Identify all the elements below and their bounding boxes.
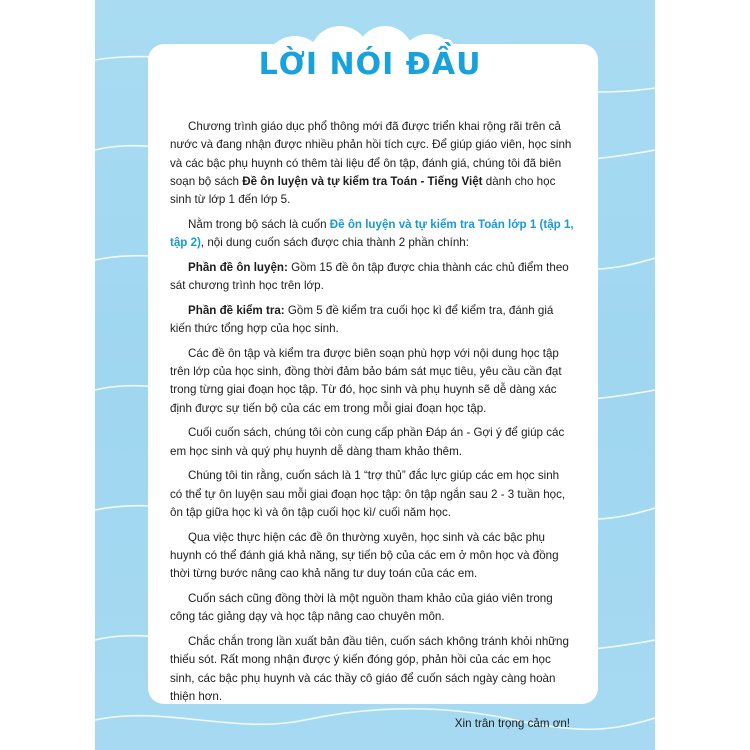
paragraph-3 <box>170 259 574 296</box>
p2-text: Nằm trong bộ sách là cuốn <box>188 217 330 231</box>
p2-text-end: , nội dung cuốn sách được chia thành 2 phần chính: <box>200 236 469 250</box>
section-test-label: Phần đề kiểm tra: <box>188 303 285 317</box>
paragraph-5: Các đề ôn tập và kiểm tra được biên soạn phù hợp với nội dung học tập trên lớp của học sinh, đồng thời đảm bảo bám sát mục tiêu, yêu cầu cần đạt trong từng giai đoạn học tập. Từ đó, học sinh và phụ huynh sẽ dễ dàng xác định được sự tiến bộ của các em trong mỗi giai đoạn học tập. <box>170 346 562 415</box>
paragraph-7: Chúng tôi tin rằng, cuốn sách là 1 “trợ thủ” đắc lực giúp các em học sinh có thể tự ôn luyện sau mỗi giai đoạn học tập: ôn tập ngắn sau 2 - 3 tuần học, ôn tập giữa học kì và ôn tập cuối học kì/ cuối năm học. <box>170 469 566 519</box>
paragraph-2 <box>170 216 574 253</box>
book-title-highlight: Đề ôn luyện và tự kiểm tra Toán lớp 1 (tập 1, tập 2) <box>170 217 574 250</box>
book-series-name: Đề ôn luyện và tự kiểm tra Toán - Tiếng Việt <box>242 174 483 188</box>
closing-thanks: Xin trân trọng cảm ơn! <box>454 717 570 731</box>
p3-text: Gồm 15 đề ôn tập được chia thành các chủ điểm theo sát chương trình học trên lớp. <box>170 260 569 293</box>
paragraph-9: Cuốn sách cũng đồng thời là một nguồn tham khảo của giáo viên trong công tác giảng dạy và học tập nâng cao chuyên môn. <box>170 591 553 624</box>
p1-text: Chương trình giáo dục phổ thông mới đã được triển khai rộng rãi trên cả nước và đang nhận được nhiều phản hồi tích cực. Để giúp giáo viên, học sinh và các bậc phụ huynh có thêm tài liệu để ôn tập, đánh giá, chúng tôi đã biên soạn bộ sách <box>170 120 572 188</box>
paragraph-6: Cuối cuốn sách, chúng tôi còn cung cấp phần Đáp án - Gợi ý để giúp các em học sinh và quý phụ huynh dễ dàng tham khảo thêm. <box>170 426 565 458</box>
paragraph-1 <box>170 118 574 209</box>
page-title: LỜI NÓI ĐẦU <box>258 47 482 82</box>
paragraph-10: Chắc chắn trong lần xuất bản đầu tiên, cuốn sách không tránh khỏi những thiếu sót. Rất mong nhận được ý kiến đóng góp, phản hồi của các em học sinh, các bậc phụ huynh và các thầy cô giáo để cuốn sách ngày càng hoàn thiện hơn. <box>170 634 569 703</box>
section-review-label: Phần đề ôn luyện: <box>188 260 288 274</box>
paragraph-4 <box>170 302 574 339</box>
preface-body <box>170 118 574 740</box>
paragraph-8: Qua việc thực hiện các đề ôn thường xuyên, học sinh và các bậc phụ huynh có thể đánh giá khả năng, sự tiến bộ của các em ở môn học và đồng thời từng bước nâng cao khả năng tư duy toán của các em. <box>170 530 559 581</box>
p1-text-end: dành cho học sinh từ lớp 1 đến lớp 5. <box>170 174 556 207</box>
p4-text: Gồm 5 đề kiểm tra cuối học kì để kiểm tra, đánh giá kiến thức tổng hợp của học sinh. <box>170 303 554 336</box>
